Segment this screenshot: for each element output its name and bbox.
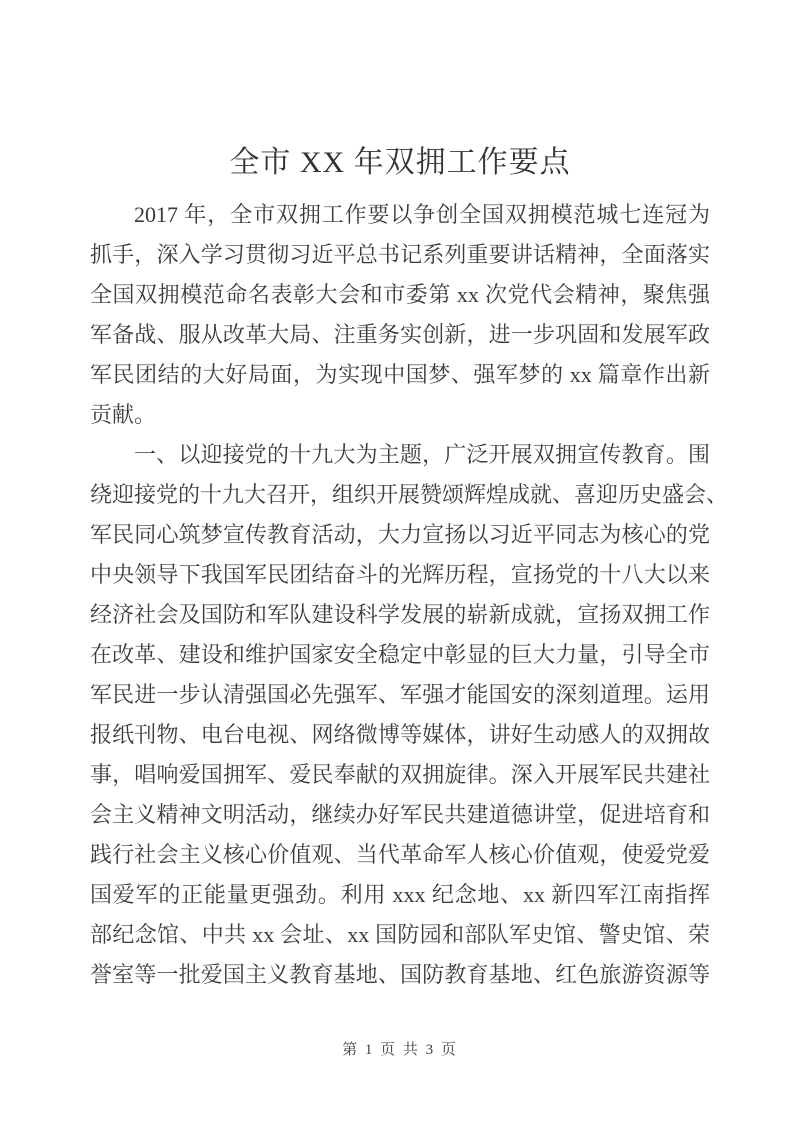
body-line: 抓手，深入学习贯彻习近平总书记系列重要讲话精神，全面落实 xyxy=(90,242,710,267)
body-line: 军民同心筑梦宣传教育活动，大力宣扬以习近平同志为核心的党 xyxy=(90,522,710,547)
body-line: 誉室等一批爱国主义教育基地、国防教育基地、红色旅游资源等 xyxy=(90,962,710,987)
body-line: 报纸刊物、电台电视、网络微博等媒体，讲好生动感人的双拥故 xyxy=(90,722,710,747)
body-line: 2017 年，全市双拥工作要以争创全国双拥模范城七连冠为 xyxy=(134,202,710,227)
body-line: 全国双拥模范命名表彰大会和市委第 xx 次党代会精神，聚焦强 xyxy=(90,282,710,307)
document-body xyxy=(90,195,729,995)
body-line: 践行社会主义核心价值观、当代革命军人核心价值观，使爱党爱 xyxy=(90,842,710,867)
body-line: 国爱军的正能量更强劲。利用 xxx 纪念地、xx 新四军江南指挥 xyxy=(90,882,710,907)
body-line: 经济社会及国防和军队建设科学发展的崭新成就，宣扬双拥工作 xyxy=(90,602,710,627)
body-line: 贡献。 xyxy=(90,402,157,427)
body-line: 会主义精神文明活动，继续办好军民共建道德讲堂，促进培育和 xyxy=(90,802,710,827)
body-line: 事，唱响爱国拥军、爱民奉献的双拥旋律。深入开展军民共建社 xyxy=(90,762,710,787)
body-line: 军民团结的大好局面，为实现中国梦、强军梦的 xx 篇章作出新 xyxy=(90,362,710,387)
body-line: 绕迎接党的十九大召开，组织开展赞颂辉煌成就、喜迎历史盛会、 xyxy=(90,482,729,507)
document-title: 全市 XX 年双拥工作要点 xyxy=(229,146,571,179)
body-line: 部纪念馆、中共 xx 会址、xx 国防园和部队军史馆、警史馆、荣 xyxy=(90,922,710,947)
body-line: 一、以迎接党的十九大为主题，广泛开展双拥宣传教育。围 xyxy=(134,442,710,467)
body-line: 军民进一步认清强国必先强军、军强才能国安的深刻道理。运用 xyxy=(90,682,710,707)
body-line: 中央领导下我国军民团结奋斗的光辉历程，宣扬党的十八大以来 xyxy=(90,562,710,587)
body-line: 军备战、服从改革大局、注重务实创新，进一步巩固和发展军政 xyxy=(90,322,710,347)
body-line: 在改革、建设和维护国家安全稳定中彰显的巨大力量，引导全市 xyxy=(90,642,710,667)
page-number-footer: 第 1 页 共 3 页 xyxy=(342,1042,458,1058)
